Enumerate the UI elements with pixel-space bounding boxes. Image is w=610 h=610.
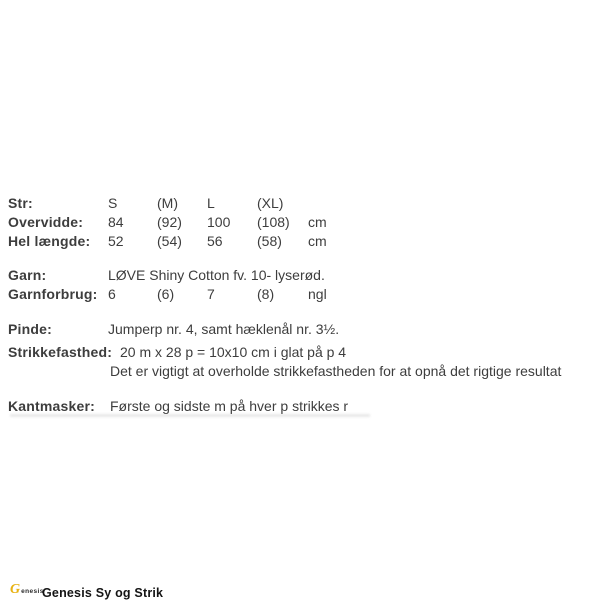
chest-m: (92) bbox=[157, 214, 182, 230]
gauge-note: Det er vigtigt at overholde strikkefastheden for at opnå det rigtige resultat bbox=[110, 363, 562, 379]
gauge-value: 20 m x 28 p = 10x10 cm i glat på p 4 bbox=[120, 344, 347, 360]
length-row bbox=[0, 233, 610, 252]
yarn-label: Garn: bbox=[8, 267, 47, 283]
yarn-usage-xl: (8) bbox=[257, 286, 275, 302]
genesis-logo-icon bbox=[10, 584, 44, 596]
chest-label: Overvidde: bbox=[8, 214, 84, 230]
size-m: (M) bbox=[157, 195, 178, 211]
size-xl: (XL) bbox=[257, 195, 284, 211]
length-label: Hel længde: bbox=[8, 233, 91, 249]
logo-wordmark: enesis bbox=[21, 588, 44, 595]
length-unit: cm bbox=[308, 233, 327, 249]
size-s: S bbox=[108, 195, 118, 211]
yarn-usage-l: 7 bbox=[207, 286, 215, 302]
edge-stitches-label: Kantmasker: bbox=[8, 398, 96, 414]
yarn-row bbox=[0, 267, 610, 286]
chest-l: 100 bbox=[207, 214, 231, 230]
chest-s: 84 bbox=[108, 214, 124, 230]
yarn-usage-s: 6 bbox=[108, 286, 116, 302]
yarn-value: LØVE Shiny Cotton fv. 10- lyserød. bbox=[108, 267, 325, 283]
yarn-usage-row bbox=[0, 286, 610, 305]
size-label: Str: bbox=[8, 195, 33, 211]
footer bbox=[0, 582, 610, 602]
logo-g-letter: G bbox=[10, 582, 21, 597]
needles-row bbox=[0, 321, 610, 340]
chest-row bbox=[0, 214, 610, 233]
yarn-usage-unit: ngl bbox=[308, 286, 327, 302]
length-s: 52 bbox=[108, 233, 124, 249]
brand-name: Genesis Sy og Strik bbox=[42, 586, 164, 600]
yarn-usage-label: Garnforbrug: bbox=[8, 286, 98, 302]
length-xl: (58) bbox=[257, 233, 282, 249]
scan-artifact bbox=[10, 414, 370, 417]
length-m: (54) bbox=[157, 233, 182, 249]
gauge-label: Strikkefasthed: bbox=[8, 344, 113, 360]
chest-unit: cm bbox=[308, 214, 327, 230]
gauge-row bbox=[0, 344, 610, 363]
size-l: L bbox=[207, 195, 215, 211]
size-row bbox=[0, 195, 610, 214]
yarn-usage-m: (6) bbox=[157, 286, 175, 302]
gauge-note-row bbox=[0, 363, 610, 382]
needles-value: Jumperp nr. 4, samt hæklenål nr. 3½. bbox=[108, 321, 340, 337]
needles-label: Pinde: bbox=[8, 321, 52, 337]
edge-stitches-value: Første og sidste m på hver p strikkes r bbox=[110, 398, 349, 414]
length-l: 56 bbox=[207, 233, 223, 249]
chest-xl: (108) bbox=[257, 214, 290, 230]
